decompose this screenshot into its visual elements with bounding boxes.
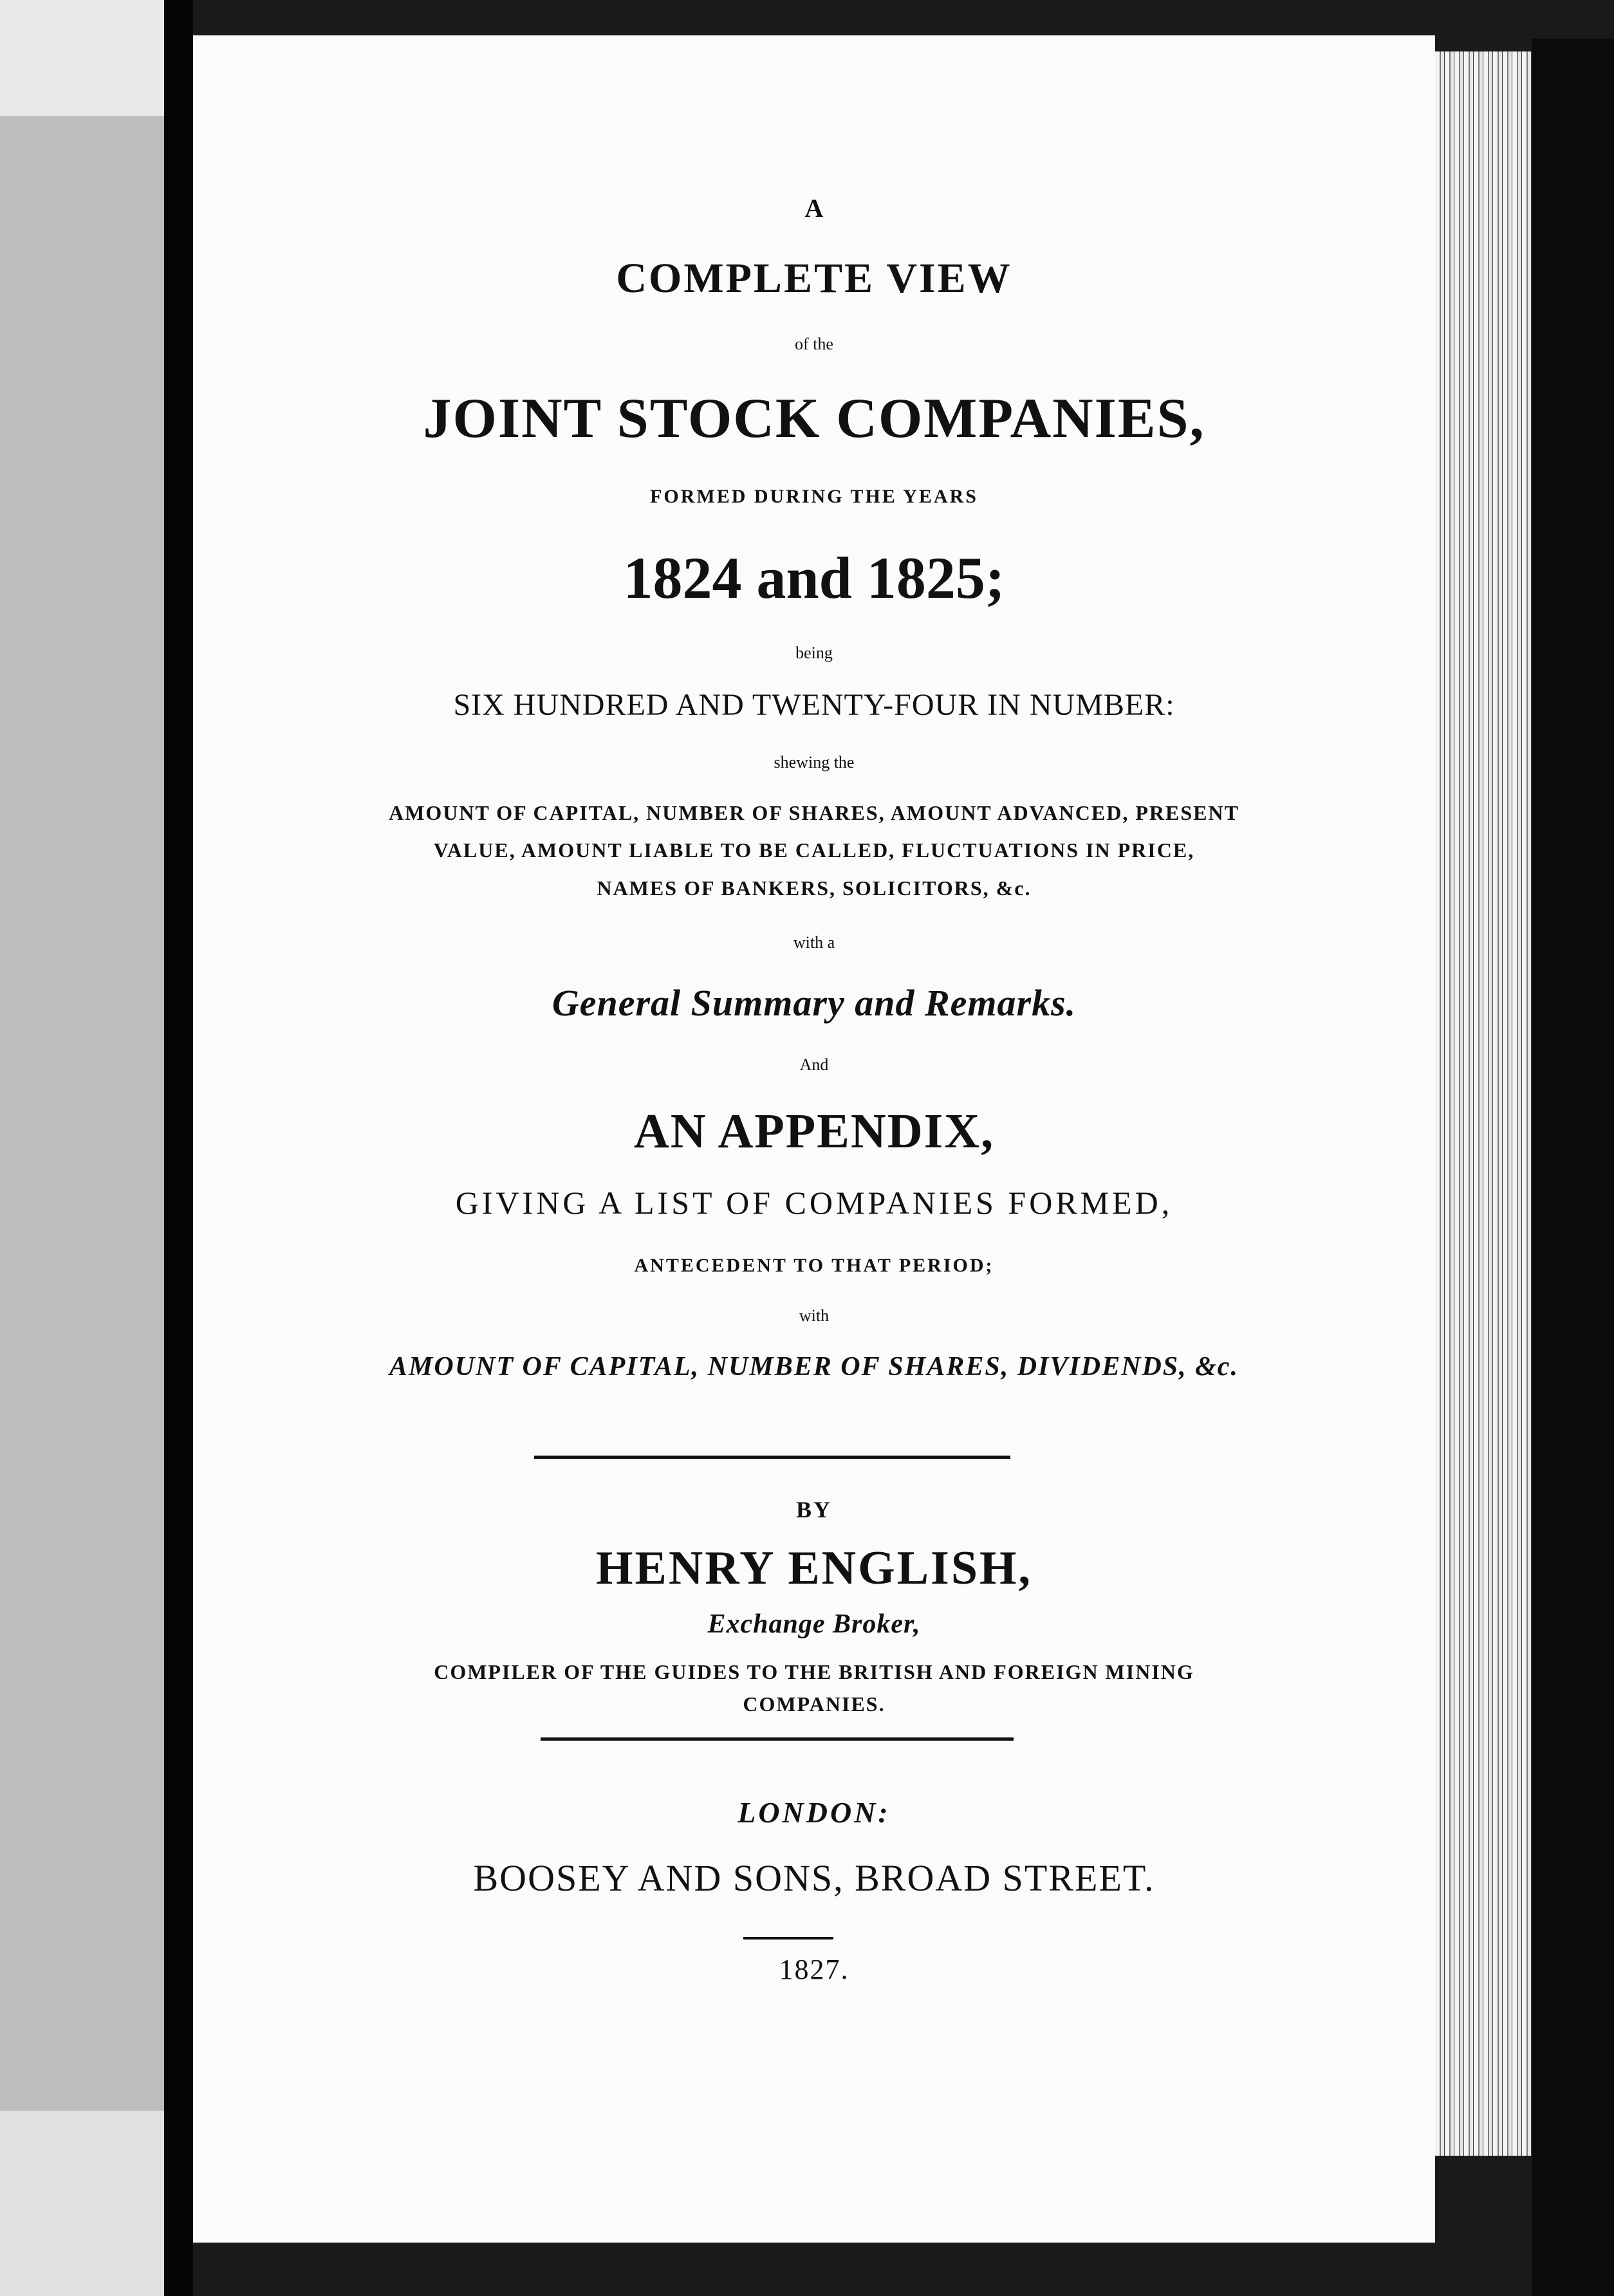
title-article: A bbox=[804, 194, 824, 223]
author-occupation: Exchange Broker, bbox=[707, 1609, 921, 1639]
year-rule bbox=[743, 1937, 833, 1940]
and-line: And bbox=[799, 1055, 829, 1074]
count-line: SIX HUNDRED AND TWENTY-FOUR IN NUMBER: bbox=[453, 688, 1175, 722]
with-line: with bbox=[799, 1306, 830, 1325]
compiler-line-1: COMPILER OF THE GUIDES TO THE BRITISH AND FOREIGN MINING bbox=[434, 1660, 1194, 1683]
compiler-line-2: COMPANIES. bbox=[743, 1692, 886, 1716]
place-of-publication: LONDON: bbox=[737, 1796, 891, 1829]
amount-line: AMOUNT OF CAPITAL, NUMBER OF SHARES, DIVIDENDS, &c. bbox=[389, 1352, 1239, 1382]
facing-page-top bbox=[0, 0, 164, 116]
details-line-3: NAMES OF BANKERS, SOLICITORS, &c. bbox=[597, 876, 1032, 900]
years-line: 1824 and 1825; bbox=[623, 545, 1005, 611]
shewing-line: shewing the bbox=[774, 753, 855, 772]
with-a-line: with a bbox=[793, 933, 835, 952]
background-shadow bbox=[1532, 39, 1614, 2296]
title-complete-view: COMPLETE VIEW bbox=[616, 255, 1012, 302]
facing-page-bottom bbox=[0, 2111, 164, 2296]
title-of-the: of the bbox=[795, 335, 833, 353]
publication-year: 1827. bbox=[779, 1954, 849, 1985]
divider-rule-bottom bbox=[541, 1737, 1014, 1741]
formed-during-line: FORMED DURING THE YEARS bbox=[650, 486, 978, 507]
facing-page bbox=[0, 116, 164, 2111]
main-title: JOINT STOCK COMPANIES, bbox=[423, 387, 1205, 450]
giving-line: GIVING A LIST OF COMPANIES FORMED, bbox=[455, 1185, 1173, 1221]
details-line-2: VALUE, AMOUNT LIABLE TO BE CALLED, FLUCTUATIONS IN PRICE, bbox=[433, 838, 1195, 862]
author-name: HENRY ENGLISH, bbox=[595, 1542, 1033, 1595]
being-line: being bbox=[795, 643, 833, 662]
summary-line: General Summary and Remarks. bbox=[552, 982, 1077, 1024]
antecedent-line: ANTECEDENT TO THAT PERIOD; bbox=[634, 1255, 994, 1276]
page-fore-edge bbox=[1435, 51, 1532, 2156]
book-gutter bbox=[164, 0, 193, 2296]
publisher-line: BOOSEY AND SONS, BROAD STREET. bbox=[473, 1857, 1155, 1899]
divider-rule-top bbox=[534, 1456, 1010, 1459]
by-line: BY bbox=[795, 1497, 832, 1523]
appendix-title: AN APPENDIX, bbox=[633, 1104, 995, 1158]
details-line-1: AMOUNT OF CAPITAL, NUMBER OF SHARES, AMOUNT ADVANCED, PRESENT bbox=[389, 801, 1239, 824]
